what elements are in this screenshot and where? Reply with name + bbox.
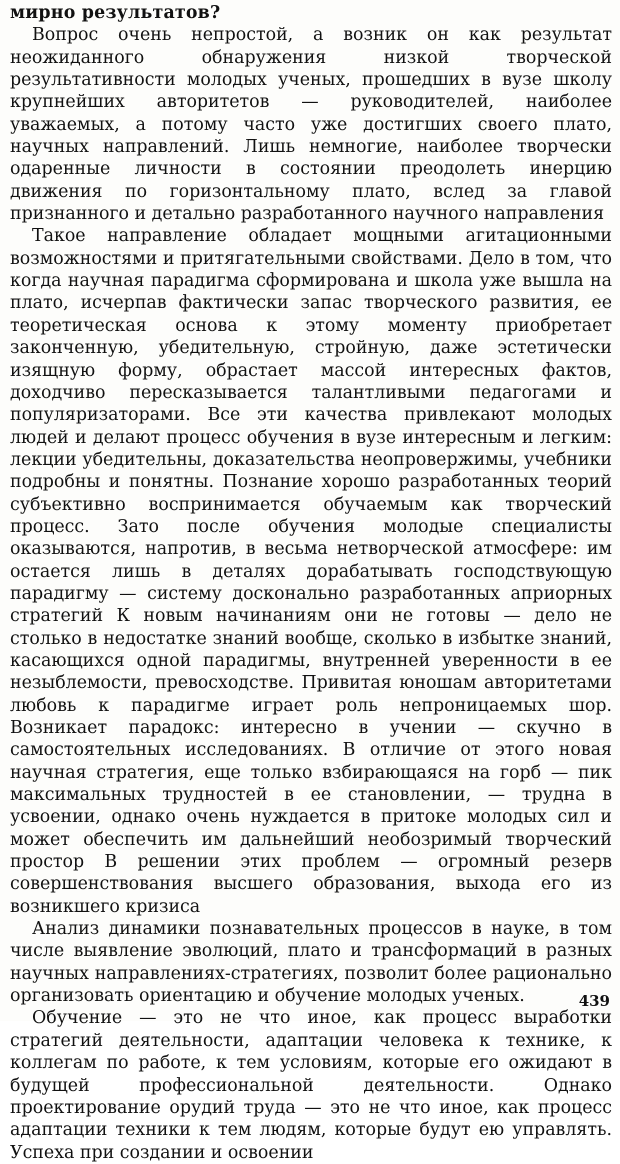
continuation-line: мирно результатов? <box>10 3 221 23</box>
paragraph-4: Обучение — это не что иное, как процесс выработки стратегий деятельности, адаптации человека к технике, к коллегам по работе, к тем условиям, которые его ожидают в будущей профессиональной деятельности. Однако проектирование орудий труда — это не что иное, как процесс адаптации техники к тем людям, которые будут ею управлять. Успеха при создании и освоении <box>10 1008 612 1163</box>
paragraph-2: Такое направление обладает мощными агитационными возможностями и притягательными свойствами. Дело в том, что когда научная парадигма сформирована и школа уже вышла на плато, исчерпав фактически запас творческого развития, ее теоретическая основа к этому моменту приобретает законченную, убедительную, стройную, даже эстетически изящную форму, обрастает массой интересных фактов, доходчиво пересказывается талантливыми педагогами и популяризаторами. Все эти качества привлекают молодых людей и делают процесс обучения в вузе интересным и легким: лекции убедительны, доказательства неопровержимы, учебники подробны и понятны. Познание хорошо разработанных теорий субъективно воспринимается обучаемым как творческий процесс. Зато после обучения молодые специалисты оказываются, напротив, в весьма нетворческой атмосфере: им остается лишь в деталях дорабатывать господствующую парадигму — систему досконально разработанных априорных стратегий К новым начинаниям они не готовы — дело не столько в недостатке знаний вообще, сколько в избытке знаний, касающихся одной парадигмы, внутренней уверенности в ее незыблемости, превосходстве. Привитая юношам авторитетами любовь к парадигме играет роль непроницаемых шор. Возникает парадокс: интересно в учении — скучно в самостоятельных исследованиях. В отличие от этого новая научная стратегия, еще только взбирающаяся на горб — пик максимальных трудностей в ее становлении, — трудна в усвоении, однако очень нуждается в притоке молодых сил и может обеспечить им дальнейший необозримый творческий простор В решении этих проблем — огромный резерв совершенствования высшего образования, выхода его из возникшего кризиса <box>10 226 612 917</box>
paragraph-1: Вопрос очень непростой, а возник он как результат неожиданного обнаружения низкой творческой результативности молодых ученых, прошедших в вузе школу крупнейших авторитетов — руководителей, наиболее уважаемых, а потому часто уже достигших своего плато, научных направлений. Лишь немногие, наиболее творчески одаренные личности в состоянии преодолеть инерцию движения по горизонтальному плато, вслед за главой признанного и детально разработанного научного направления <box>10 25 612 225</box>
page-number: 439 <box>578 991 610 1010</box>
paragraph-3: Анализ динамики познавательных процессов в науке, в том числе выявление эволюций, плато и трансформаций в разных научных направлениях-стратегиях, позволит более рационально организовать ориентацию и обучение молодых ученых. <box>10 919 612 1007</box>
